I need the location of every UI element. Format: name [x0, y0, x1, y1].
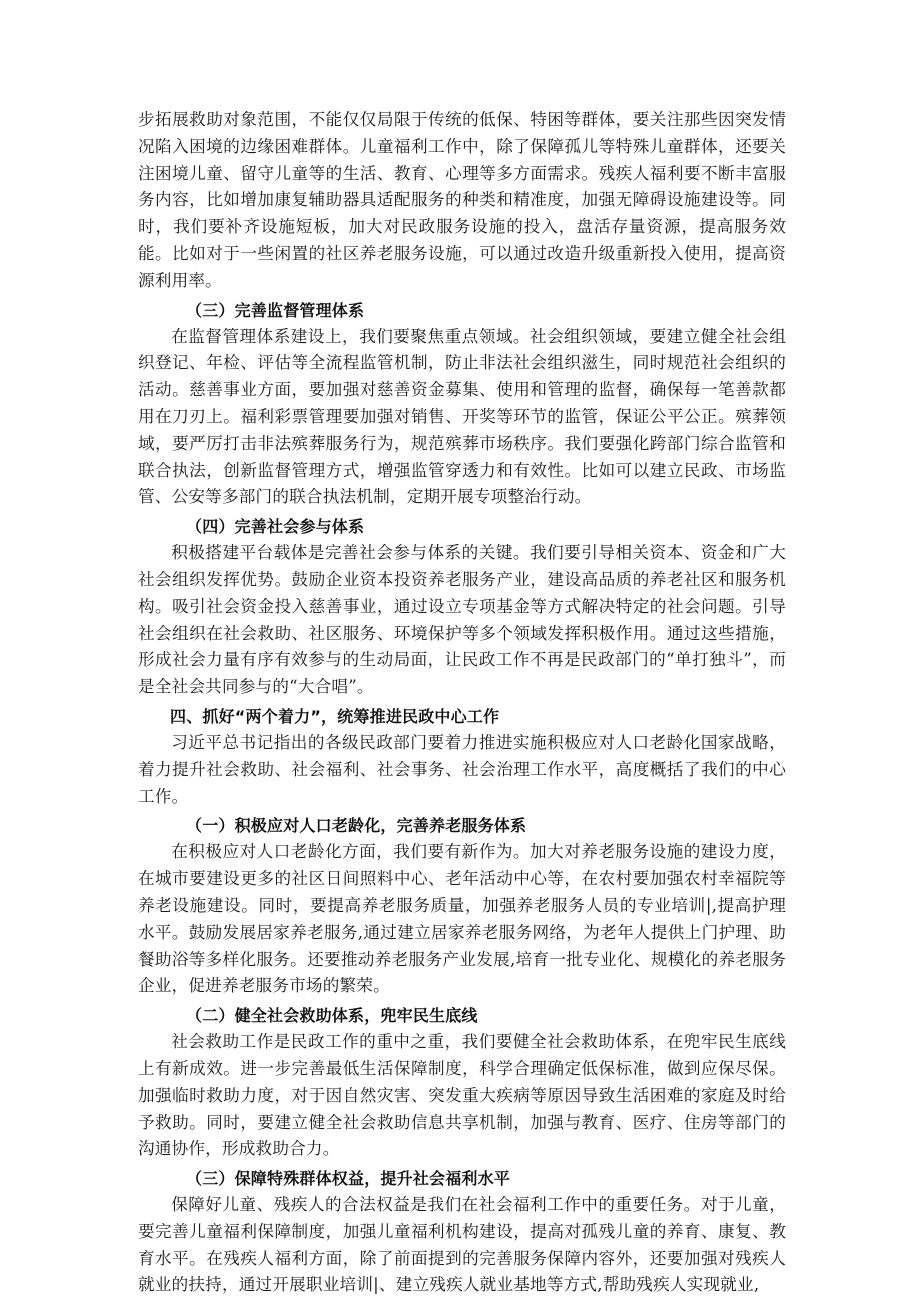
- paragraph: 保障好儿童、残疾人的合法权益是我们在社会福利工作中的重要任务。对于儿童，要完善儿童福利保障制度，加强儿童福利机构建设，提高对孤残儿童的养育、康复、教育水平。在残疾人福利方面，除了前面提到的完善服务保障内容外，还要加强对残疾人就业的扶持，通过开展职业培训|、建立残疾人就业基地等方式,帮助残疾人实现就业,: [138, 1195, 786, 1295]
- paragraph: 积极搭建平台载体是完善社会参与体系的关键。我们要引导相关资本、资金和广大社会组织发挥优势。鼓励企业资本投资养老服务产业，建设高品质的养老社区和服务机构。吸引社会资金投入慈善事业，通过设立专项基金等方式解决特定的社会问题。引导社会组织在社会救助、社区服务、环境保护等多个领域发挥积极作用。通过这些措施，形成社会力量有序有效参与的生动局面，让民政工作不再是民政部门的“单打独斗”，而是全社会共同参与的“大合唱”。: [138, 543, 786, 697]
- paragraph: 社会救助工作是民政工作的重中之重，我们要健全社会救助体系，在兜牢民生底线上有新成效。进一步完善最低生活保障制度，科学合理确定低保标准，做到应保尽保。加强临时救助力度，对于因自然灾害、突发重大疾病等原因导致生活困难的家庭及时给予救助。同时，要建立健全社会救助信息共享机制，加强与教育、医疗、住房等部门的沟通协作，形成救助合力。: [138, 1032, 786, 1159]
- section-heading: （三）完善监督管理体系: [186, 300, 365, 320]
- document-page: [138, 107, 786, 1299]
- paragraph: 在积极应对人口老龄化方面，我们要有新作为。加大对养老服务设施的建设力度，在城市要建设更多的社区日间照料中心、老年活动中心等，在农村要加强农村幸福院等养老设施建设。同时，要提高养老服务质量，加强养老服务人员的专业培训|,提高护理水平。鼓励发展居家养老服务,通过建立居家养老服务网络，为老年人提供上门护理、助餐助浴等多样化服务。还要推动养老服务产业发展,培育一批专业化、规模化的养老服务企业，促进养老服务市场的繁荣。: [138, 842, 786, 996]
- chapter-heading: 四、抓好“两个着力”，统筹推进民政中心工作: [170, 706, 500, 726]
- section-heading: （一）积极应对人口老龄化，完善养老服务体系: [186, 816, 527, 836]
- section-heading: （二）健全社会救助体系，兜牢民生底线: [186, 1006, 478, 1026]
- section-heading: （四）完善社会参与体系: [186, 517, 365, 537]
- section-heading: （三）保障特殊群体权益，提升社会福利水平: [186, 1169, 511, 1189]
- paragraph: 在监督管理体系建设上，我们要聚焦重点领域。社会组织领域，要建立健全社会组织登记、年检、评估等全流程监管机制，防止非法社会组织滋生，同时规范社会组织的活动。慈善事业方面，要加强对慈善资金募集、使用和管理的监督，确保每一笔善款都用在刀刃上。福利彩票管理要加强对销售、开奖等环节的监管，保证公平公正。殡葬领域，要严厉打击非法殡葬服务行为，规范殡葬市场秩序。我们要强化跨部门综合监管和联合执法，创新监督管理方式，增强监管穿透力和有效性。比如可以建立民政、市场监管、公安等多部门的联合执法机制，定期开展专项整治行动。: [138, 326, 786, 507]
- paragraph: 步拓展救助对象范围，不能仅仅局限于传统的低保、特困等群体，要关注那些因突发情况陷入困境的边缘困难群体。儿童福利工作中，除了保障孤儿等特殊儿童群体，还要关注困境儿童、留守儿童等的生活、教育、心理等多方面需求。残疾人福利要不断丰富服务内容，比如增加康复辅助器具适配服务的种类和精准度，加强无障碍设施建设等。同时，我们要补齐设施短板，加大对民政服务设施的投入，盘活存量资源，提高服务效能。比如对于一些闲置的社区养老服务设施，可以通过改造升级重新投入使用，提高资源利用率。: [138, 110, 786, 290]
- paragraph: 习近平总书记指出的各级民政部门要着力推进实施积极应对人口老龄化国家战略，着力提升社会救助、社会福利、社会事务、社会治理工作水平，高度概括了我们的中心工作。: [138, 732, 786, 806]
